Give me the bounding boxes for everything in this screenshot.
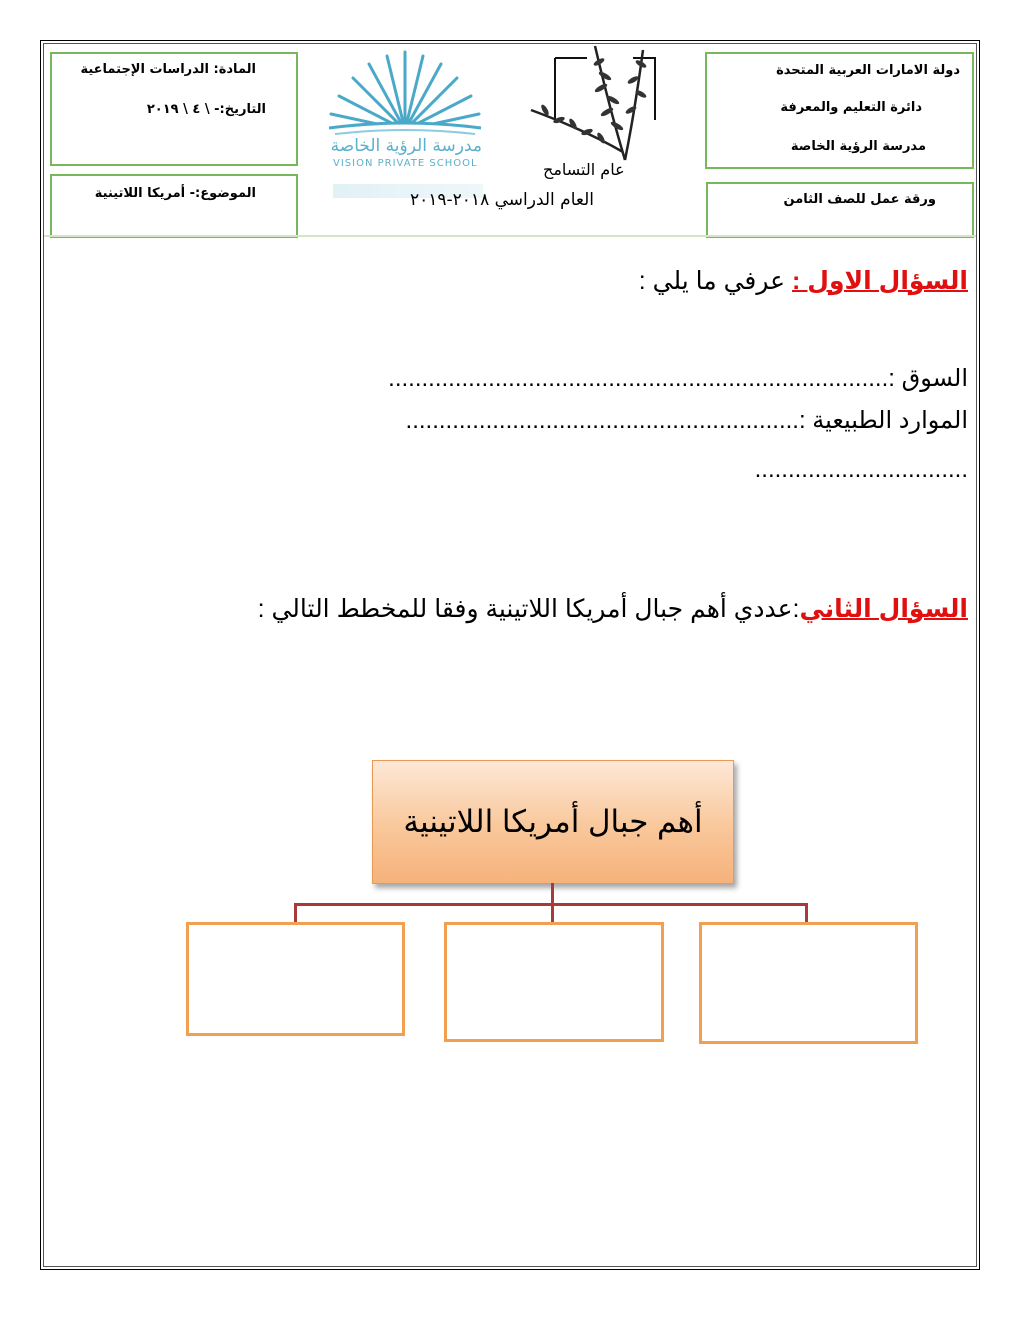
date-label: التاريخ:- \ ٤ \ ٢٠١٩	[146, 102, 266, 117]
connector-middle	[551, 903, 554, 923]
worksheet-label: ورقة عمل للصف الثامن	[783, 192, 936, 207]
definition-natural-resources: الموارد الطبيعية :...........................................................	[405, 407, 968, 434]
school-name: مدرسة الرؤية الخاصة	[790, 139, 926, 154]
definition-continuation: ................................	[754, 456, 968, 483]
department-name: دائرة التعليم والمعرفة	[780, 100, 922, 115]
definition-market: السوق :...........................................................................	[388, 365, 968, 392]
header-divider	[44, 235, 976, 237]
question-1-title: السؤال الاول :	[792, 267, 968, 295]
worksheet-box	[706, 182, 974, 238]
year-of-tolerance-logo	[525, 40, 665, 185]
question-2	[258, 594, 968, 624]
institution-box	[705, 52, 974, 169]
connector-right	[805, 903, 808, 923]
answer-box-middle[interactable]	[444, 922, 664, 1042]
question-1-prompt: عرفي ما يلي :	[638, 267, 793, 295]
question-2-prompt: :عددي أهم جبال أمريكا اللاتينية وفقا للمخطط التالي :	[257, 595, 800, 623]
diagram-central-label: أهم جبال أمريكا اللاتينية	[403, 804, 703, 839]
topic-label: الموضوع:- أمريكا اللاتينية	[94, 186, 256, 201]
connector-trunk	[551, 883, 554, 905]
connector-left	[294, 903, 297, 923]
question-1	[639, 266, 968, 296]
school-logo-english: VISION PRIVATE SCHOOL	[333, 158, 478, 169]
answer-box-right[interactable]	[699, 922, 918, 1044]
academic-year: العام الدراسي ٢٠١٨-٢٠١٩	[410, 190, 594, 210]
subject-box	[50, 52, 298, 166]
country-name: دولة الامارات العربية المتحدة	[776, 63, 960, 78]
subject-label: المادة: الدراسات الإجتماعية	[80, 62, 256, 77]
diagram-central-node	[372, 760, 734, 884]
tolerance-logo-text: عام التسامح	[543, 160, 625, 179]
answer-box-left[interactable]	[186, 922, 405, 1036]
question-2-title: السؤال الثاني	[799, 595, 968, 623]
topic-box	[50, 174, 298, 238]
school-logo-arabic: مدرسة الرؤية الخاصة	[330, 136, 482, 156]
